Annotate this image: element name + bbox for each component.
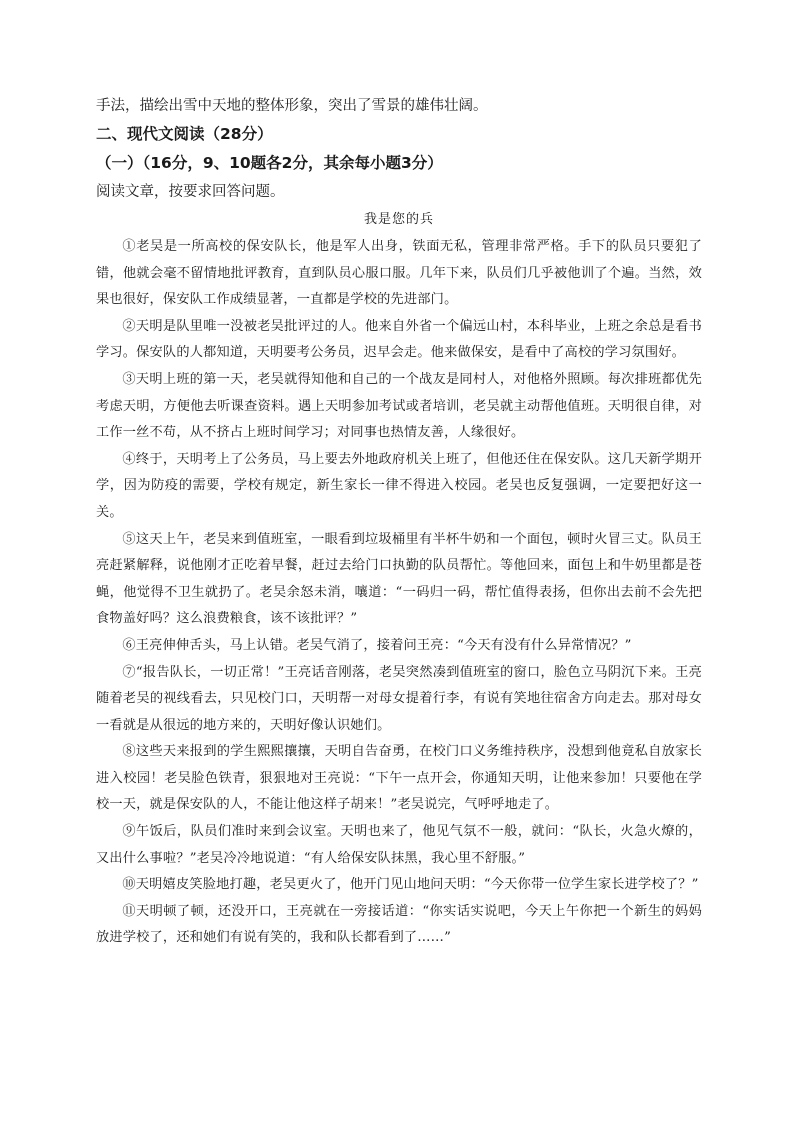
article-paragraph: ④终于，天明考上了公务员，马上要去外地政府机关上班了，但他还住在保安队。这几天新学期开学，因为防疫的需要，学校有规定，新生家长一律不得进入校园。老吴也反复强调，一定要把好这一关。 (96, 451, 702, 520)
sub-heading: （一）（16分，9、10题各2分，其余每小题3分） (96, 154, 443, 172)
article-paragraph: ⑩天明嬉皮笑脸地打趣，老吴更火了，他开门见山地问天明：“今天你带一位学生家长进学校了？” (122, 877, 699, 893)
article-paragraph: ③天明上班的第一天，老吴就得知他和自己的一个战友是同村人，对他格外照顾。每次排班都优先考虑天明，方便他去听课查资料。遇上天明参加考试或者培训，老吴就主动帮他值班。天明很自律，对工作一丝不苟，从不挤占上班时间学习；对同事也热情友善，人缘很好。 (96, 371, 702, 441)
article-paragraph: ⑨午饭后，队员们准时来到会议室。天明也来了，他见气氛不一般，就问：“队长，火急火燎的，又出什么事啦？”老吴冷冷地说道：“有人给保安队抹黑，我心里不舒服。” (96, 824, 702, 866)
article-paragraph: ⑤这天上午，老吴来到值班室，一眼看到垃圾桶里有半杯牛奶和一个面包，顿时火冒三丈。队员王亮赶紧解释，说他刚才正吃着早餐，赶过去给门口执勤的队员帮忙。等他回来，面包上和牛奶里都是苍蝇，他觉得不卫生就扔了。老吴余怒未消，嚷道：“一码归一码，帮忙值得表扬，但你出去前不会先把食物盖好吗？这么浪费粮食，该不该批评？” (96, 531, 702, 627)
article-paragraph: ⑦“报告队长，一切正常！”王亮话音刚落，老吴突然凑到值班室的窗口，脸色立马阴沉下来。王亮随着老吴的视线看去，只见校门口，天明帮一对母女提着行李，有说有笑地往宿舍方向走去。那对母女一看就是从很远的地方来的，天明好像认识她们。 (96, 664, 702, 733)
intro-line: 手法，描绘出雪中天地的整体形象，突出了雪景的雄伟壮阔。 (96, 98, 488, 114)
document-page (96, 92, 702, 952)
article-paragraph: ②天明是队里唯一没被老吴批评过的人。他来自外省一个偏远山村，本科毕业，上班之余总是看书学习。保安队的人都知道，天明要考公务员，迟早会走。他来做保安，是看中了高校的学习氛围好。 (96, 318, 702, 361)
instruction: 阅读文章，按要求回答问题。 (96, 184, 285, 200)
article-paragraph: ⑪天明顿了顿，还没开口，王亮就在一旁接话道：“你实话实说吧，今天上午你把一个新生的妈妈放进学校了，还和她们有说有笑的，我和队长都看到了……” (96, 903, 702, 946)
article-title: 我是您的兵 (363, 212, 434, 227)
section-heading: 二、现代文阅读（28分） (96, 125, 273, 143)
article-paragraph: ⑧这些天来报到的学生熙熙攘攘，天明自告奋勇，在校门口义务维持秩序，没想到他竟私自放家长进入校园！老吴脸色铁青，狠狠地对王亮说：“下午一点开会，你通知天明，让他来参加！只要他在学校一天，就是保安队的人，不能让他这样子胡来！”老吴说完，气呼呼地走了。 (96, 744, 702, 813)
article-paragraph: ①老吴是一所高校的保安队长，他是军人出身，铁面无私，管理非常严格。手下的队员只要犯了错，他就会毫不留情地批评教育，直到队员心服口服。几年下来，队员们几乎被他训了个遍。当然，效果也很好，保安队工作成绩显著，一直都是学校的先进部门。 (96, 239, 702, 308)
article (96, 206, 702, 952)
article-paragraph: ⑥王亮伸伸舌头，马上认错。老吴气消了，接着问王亮：“今天有没有什么异常情况？” (122, 637, 632, 653)
